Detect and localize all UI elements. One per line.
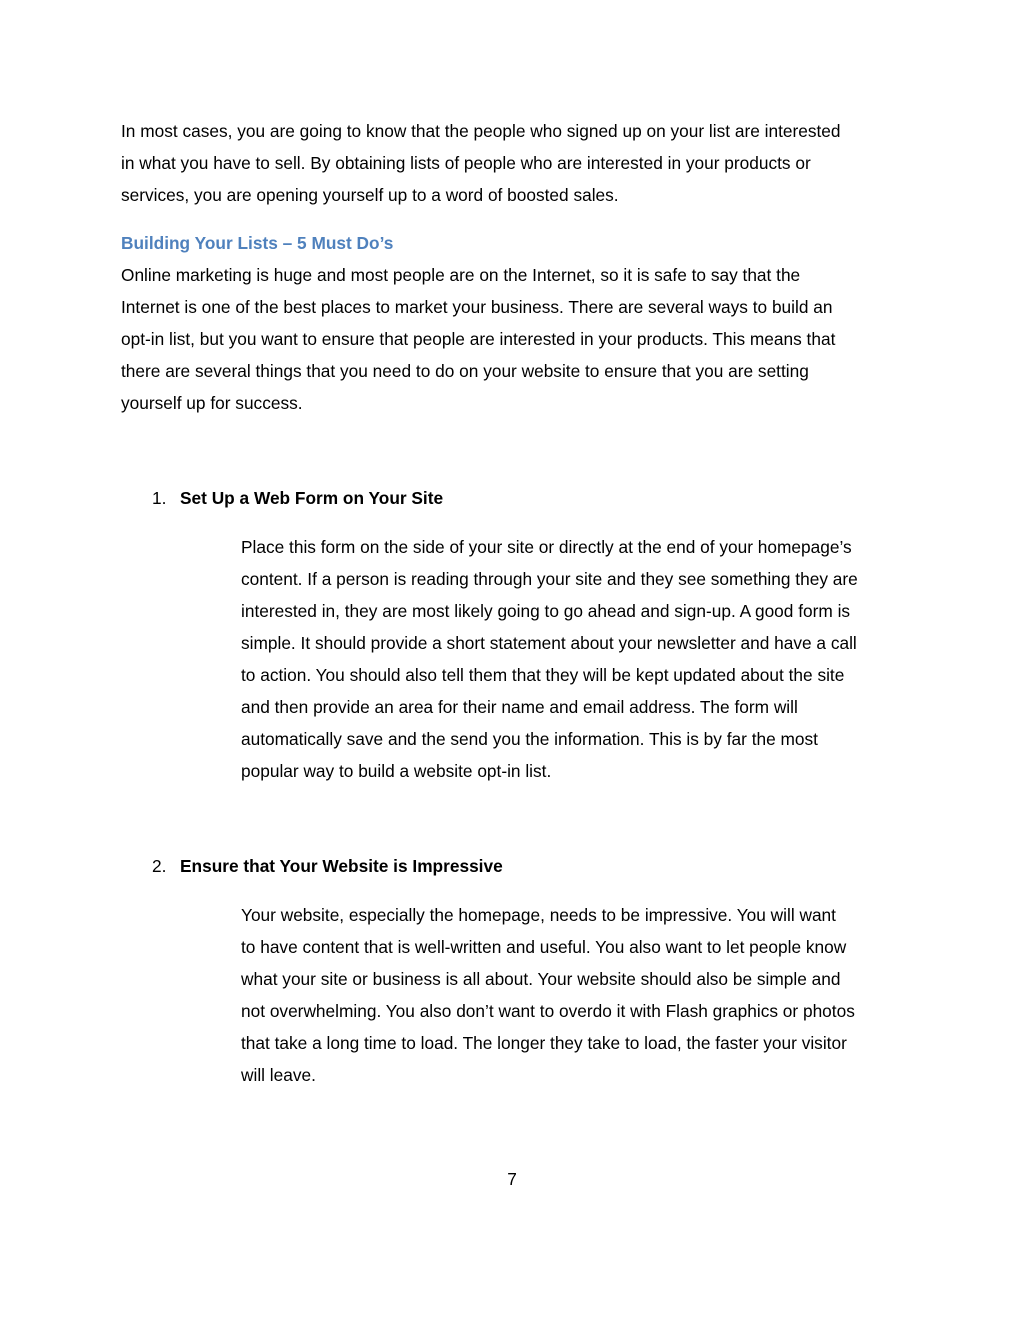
list-item-1-number: 1. bbox=[152, 488, 167, 508]
section-heading: Building Your Lists – 5 Must Do’s bbox=[121, 233, 394, 253]
section-paragraph: Online marketing is huge and most people are on the Internet, so it is safe to say that the Internet is one of the best places to market your business. There are several ways to build an opt-in list, but you want to ensure that people are interested in your products. This means that there are several things that you need to do on your website to ensure that you are setting yourself up for success. bbox=[121, 265, 836, 413]
list-item-1-title: Set Up a Web Form on Your Site bbox=[180, 488, 444, 508]
list-item-2-heading bbox=[152, 853, 503, 879]
list-item-2-title: Ensure that Your Website is Impressive bbox=[180, 856, 503, 876]
list-item-1-body: Place this form on the side of your site or directly at the end of your homepage’s content. If a person is reading through your site and they see something they are interested in, they are most likely going to go ahead and sign-up. A good form is simple. It should provide a short statement about your newsletter and have a call to action. You should also tell them that they will be kept updated about the site and then provide an area for their name and email address. The form will automatically save and the send you the information. This is by far the most popular way to build a website opt-in list. bbox=[241, 537, 858, 781]
list-item-2-body: Your website, especially the homepage, needs to be impressive. You will want to have content that is well-written and useful. You also want to let people know what your site or business is all about. Your website should also be simple and not overwhelming. You also don’t want to overdo it with Flash graphics or photos that take a long time to load. The longer they take to load, the faster your visitor will leave. bbox=[241, 905, 855, 1085]
intro-paragraph: In most cases, you are going to know that the people who signed up on your list are interested in what you have to sell. By obtaining lists of people who are interested in your products or services, you are opening yourself up to a word of boosted sales. bbox=[121, 121, 841, 205]
page-number: 7 bbox=[507, 1169, 517, 1189]
list-item-2-number: 2. bbox=[152, 856, 167, 876]
list-item-1-heading bbox=[152, 485, 443, 511]
